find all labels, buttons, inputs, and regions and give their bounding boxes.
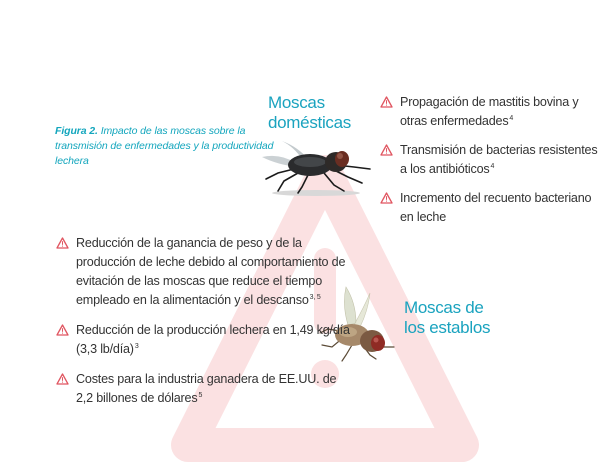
stable-flies-label-line1: Moscas de xyxy=(404,298,484,317)
house-fly-image xyxy=(258,135,376,197)
reference-number: 4 xyxy=(490,163,495,170)
list-item-text: Transmisión de bacterias resistentes a los antibióticos xyxy=(400,143,598,176)
list-item xyxy=(54,370,354,408)
reference-number: 3 xyxy=(134,343,139,350)
warning-triangle-icon xyxy=(56,373,69,385)
reference-number: 4 xyxy=(509,115,514,122)
list-item xyxy=(378,93,598,131)
house-flies-effects-list xyxy=(378,93,598,237)
list-item-text: Incremento del recuento bacteriano en leche xyxy=(400,191,592,224)
list-item-text: Costes para la industria ganadera de EE.UU. de 2,2 billones de dólares xyxy=(76,372,337,405)
figure-label: Figura 2. xyxy=(55,125,98,137)
figure-caption-text: Impacto de las moscas sobre la transmisión de enfermedades y la productividad lechera xyxy=(55,125,274,167)
reference-number: 5 xyxy=(198,392,203,399)
house-flies-label xyxy=(268,93,351,133)
warning-triangle-icon xyxy=(380,144,393,156)
list-item xyxy=(378,141,598,179)
warning-triangle-icon xyxy=(380,192,393,204)
list-item xyxy=(54,321,354,359)
figure-caption xyxy=(55,124,285,169)
list-item-text: Propagación de mastitis bovina y otras enfermedades xyxy=(400,95,579,128)
warning-triangle-icon xyxy=(56,237,69,249)
reference-number: 3, 5 xyxy=(309,294,321,301)
list-item-text: Reducción de la producción lechera en 1,49 kg/día (3,3 lb/día) xyxy=(76,323,350,356)
stable-flies-effects-list xyxy=(54,234,354,419)
list-item-text: Reducción de la ganancia de peso y de la producción de leche debido al comportamiento de evitación de las moscas que reduce el tiempo empleado en la alimentación y el descanso xyxy=(76,236,346,307)
stable-flies-label-line2: los establos xyxy=(404,318,491,337)
list-item xyxy=(54,234,354,310)
stable-flies-label xyxy=(404,298,490,338)
list-item xyxy=(378,189,598,227)
house-flies-label-line1: Moscas xyxy=(268,93,325,112)
warning-triangle-icon xyxy=(380,96,393,108)
house-flies-label-line2: domésticas xyxy=(268,113,351,132)
warning-triangle-icon xyxy=(56,324,69,336)
